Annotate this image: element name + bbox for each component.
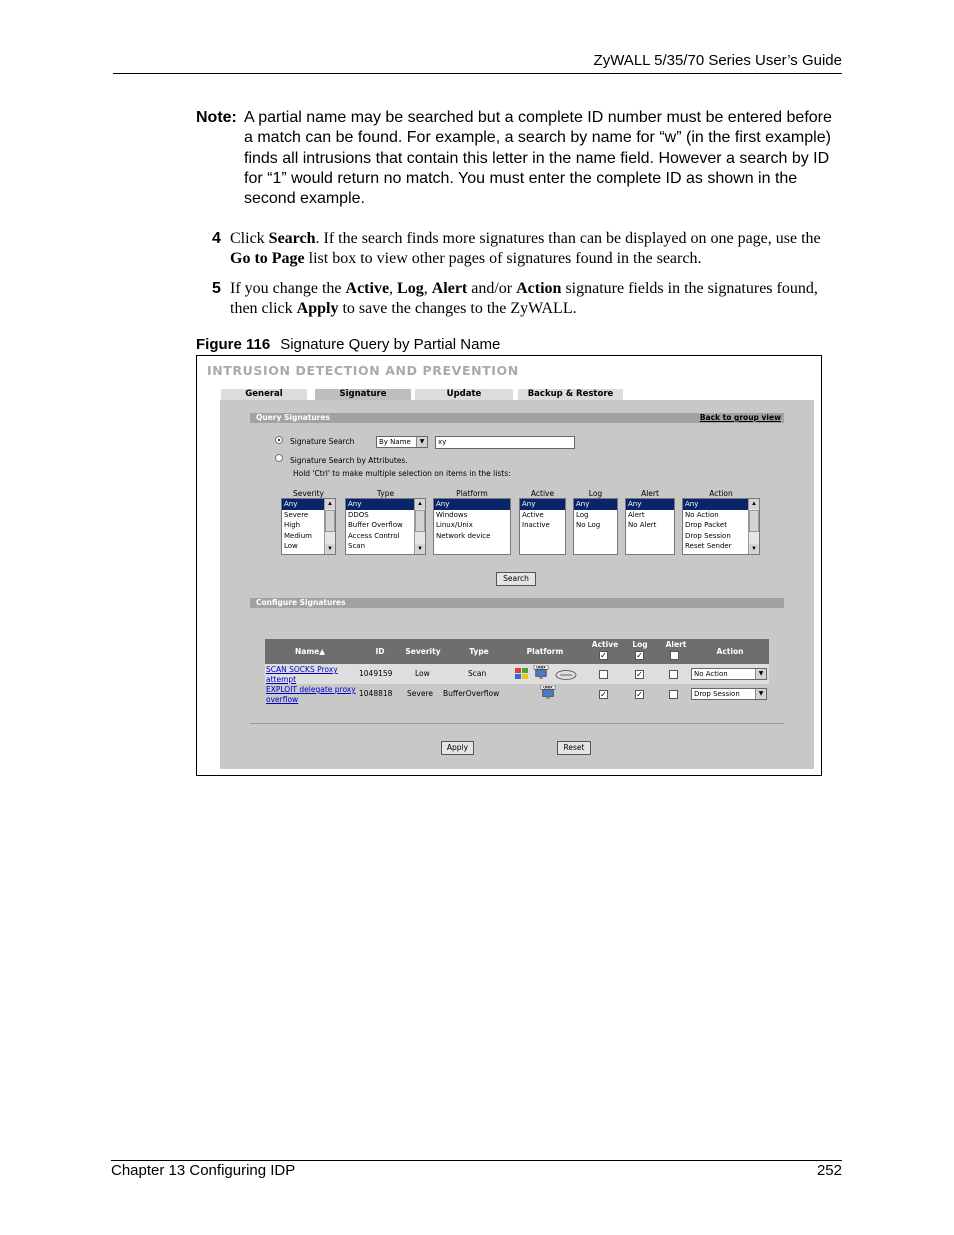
scroll-up-icon[interactable]: ▲ [325, 499, 335, 509]
platform-list-label: Platform [456, 489, 488, 498]
list-option[interactable]: Access Control [348, 531, 400, 540]
list-option[interactable]: Any [282, 499, 335, 510]
action-select[interactable] [691, 688, 767, 700]
alert-listbox[interactable] [625, 498, 675, 555]
list-option[interactable]: Reset Sender [685, 542, 732, 551]
query-signatures-title: Query Signatures [256, 413, 330, 422]
severity-listbox[interactable] [281, 498, 336, 555]
chevron-down-icon: ▼ [416, 437, 427, 447]
header-rule [113, 73, 842, 74]
footer-chapter: Chapter 13 Configuring IDP [111, 1162, 296, 1179]
list-option[interactable]: Medium [284, 531, 312, 540]
select-all-active-checkbox[interactable]: ✓ [600, 651, 607, 660]
scroll-thumb[interactable] [415, 510, 425, 532]
type-list-col [345, 489, 426, 555]
list-option[interactable]: Network device [436, 531, 491, 540]
col-header-name[interactable]: Name▲ [294, 647, 326, 656]
select-all-alert-checkbox[interactable] [670, 651, 679, 660]
scrollbar[interactable] [414, 499, 425, 554]
active-checkbox[interactable]: ✓ [600, 690, 607, 699]
table-divider [250, 723, 784, 724]
signatures-table [265, 639, 769, 704]
active-listbox[interactable] [519, 498, 566, 555]
signature-severity: Severe [407, 689, 433, 698]
scroll-up-icon[interactable]: ▲ [749, 499, 759, 509]
scroll-up-icon[interactable]: ▲ [415, 499, 425, 509]
col-header-id: ID [375, 647, 385, 656]
action-select[interactable] [691, 668, 767, 680]
col-header-type: Type [469, 647, 489, 656]
scroll-down-icon[interactable]: ▼ [415, 544, 425, 554]
attribute-lists [281, 489, 761, 569]
severity-list-label: Severity [293, 489, 324, 498]
scroll-down-icon[interactable]: ▼ [325, 544, 335, 554]
type-listbox[interactable] [345, 498, 426, 555]
search-by-value: By Name [379, 438, 411, 446]
page-header-title: ZyWALL 5/35/70 Series User’s Guide [593, 52, 842, 69]
tab-update[interactable]: Update [415, 389, 513, 400]
scroll-thumb[interactable] [749, 510, 759, 532]
figure-label: Figure 116 [196, 336, 271, 353]
network-device-icon [555, 668, 577, 682]
scroll-thumb[interactable] [325, 510, 335, 532]
tab-general[interactable]: General [221, 389, 307, 400]
unix-icon [533, 665, 549, 679]
col-header-severity: Severity [405, 647, 441, 656]
log-checkbox[interactable]: ✓ [636, 670, 643, 679]
col-header-alert: Alert [658, 640, 694, 658]
footer-page-number: 252 [816, 1162, 842, 1179]
footer-rule [111, 1160, 842, 1161]
list-option[interactable]: Drop Session [685, 531, 731, 540]
list-option[interactable]: Buffer Overflow [348, 521, 403, 530]
alert-checkbox[interactable] [669, 670, 678, 679]
svg-text:UNIX: UNIX [536, 665, 546, 670]
reset-button[interactable]: Reset [557, 741, 591, 755]
scroll-down-icon[interactable]: ▼ [749, 544, 759, 554]
list-option[interactable]: Severe [284, 510, 309, 519]
sort-arrow-icon: ▲ [319, 647, 326, 656]
log-listbox[interactable] [573, 498, 618, 555]
back-to-group-view-link[interactable]: Back to group view [699, 413, 781, 422]
list-option[interactable]: Log [576, 510, 589, 519]
col-header-active: Active ✓ [591, 640, 619, 660]
configure-signatures-bar [250, 598, 784, 608]
col-header-action: Action [716, 647, 744, 656]
signature-type: BufferOverflow [443, 689, 500, 698]
signature-panel [220, 400, 814, 769]
col-header-platform: Platform [526, 647, 564, 656]
log-list-col [573, 489, 618, 555]
signature-name-link[interactable]: EXPLOIT delegate proxy overflow [266, 685, 356, 704]
step-4 [212, 229, 842, 269]
signature-id: 1048818 [359, 689, 393, 698]
list-option[interactable]: No Alert [628, 521, 657, 530]
tab-backup-restore[interactable]: Backup & Restore [518, 389, 623, 400]
table-row [265, 684, 769, 704]
hold-ctrl-hint: Hold 'Ctrl' to make multiple selection on items in the lists: [293, 469, 511, 478]
tab-signature[interactable]: Signature [315, 389, 411, 400]
list-option[interactable]: Windows [436, 510, 468, 519]
scrollbar[interactable] [324, 499, 335, 554]
action-listbox[interactable] [682, 498, 760, 555]
list-option[interactable]: Active [522, 510, 544, 519]
list-option[interactable]: Any [626, 499, 674, 510]
chevron-down-icon: ▼ [755, 669, 766, 679]
list-option[interactable]: Any [574, 499, 617, 510]
list-option[interactable]: Drop Packet [685, 521, 727, 530]
alert-list-col [625, 489, 675, 555]
list-option[interactable]: DDOS [348, 510, 369, 519]
search-input[interactable]: xy [435, 436, 575, 449]
list-option[interactable]: Any [683, 499, 759, 510]
list-option[interactable]: Low [284, 542, 298, 551]
figure-screenshot [196, 355, 822, 776]
note [196, 108, 836, 209]
note-label: Note: [196, 109, 237, 126]
figure-caption [196, 336, 500, 353]
list-option[interactable]: Any [434, 499, 510, 510]
signature-id: 1049159 [359, 669, 393, 678]
step-number: 5 [212, 280, 221, 297]
list-option[interactable]: Any [520, 499, 565, 510]
apply-button[interactable]: Apply [441, 741, 474, 755]
severity-list-col [281, 489, 336, 555]
list-option[interactable]: Scan [348, 542, 366, 551]
active-list-label: Active [530, 489, 555, 498]
search-by-select[interactable] [376, 436, 428, 448]
step-text: If you change the Active, Log, Alert and/or Action signature fields in the signatures found, then click Apply to save the changes to the ZyWALL. [230, 280, 818, 317]
action-list-label: Action [709, 489, 733, 498]
step-number: 4 [212, 230, 221, 247]
step-text: Click Search. If the search finds more signatures than can be displayed on one page, use the Go to Page list box to view other pages of signatures found in the search. [230, 230, 821, 267]
unix-icon [540, 685, 556, 699]
table-header [265, 639, 769, 664]
list-option[interactable]: Any [346, 499, 425, 510]
signature-type: Scan [468, 669, 487, 678]
signature-severity: Low [415, 669, 430, 678]
list-option[interactable]: Inactive [522, 521, 550, 530]
list-option[interactable]: Linux/Unix [436, 521, 473, 530]
signature-search-radio[interactable] [275, 436, 283, 444]
action-select-value: No Action [694, 670, 728, 678]
chevron-down-icon: ▼ [755, 689, 766, 699]
action-select-value: Drop Session [694, 690, 740, 698]
signature-name-link[interactable]: SCAN SOCKS Proxy attempt [266, 665, 338, 684]
platform-list-col [433, 489, 511, 555]
attribute-search-radio[interactable] [275, 454, 283, 462]
action-list-col [682, 489, 760, 555]
col-header-log: Log ✓ [632, 640, 648, 660]
figure-caption-text: Signature Query by Partial Name [280, 336, 501, 353]
list-option[interactable]: No Action [685, 510, 719, 519]
platform-listbox[interactable] [433, 498, 511, 555]
log-checkbox[interactable]: ✓ [636, 690, 643, 699]
scrollbar[interactable] [748, 499, 759, 554]
signature-search-label: Signature Search [290, 437, 355, 446]
list-option[interactable]: No Log [576, 521, 601, 530]
alert-checkbox[interactable] [669, 690, 678, 699]
table-row [265, 664, 769, 684]
windows-icon [514, 667, 530, 681]
configure-signatures-title: Configure Signatures [256, 598, 346, 607]
note-body: A partial name may be searched but a complete ID number must be entered before a match can be found. For example, a search by name for “w” (in the first example) finds all intrusions that contain this letter in the name field. However a search by ID for “1” would return no match. You must enter the complete ID as shown in the second example. [244, 109, 832, 208]
active-list-col [519, 489, 566, 555]
svg-text:UNIX: UNIX [543, 685, 553, 690]
attribute-search-label: Signature Search by Attributes. [290, 456, 408, 465]
query-signatures-bar [250, 413, 784, 423]
active-checkbox[interactable] [599, 670, 608, 679]
list-option[interactable]: Alert [628, 510, 645, 519]
ui-title: INTRUSION DETECTION AND PREVENTION [207, 363, 519, 378]
select-all-log-checkbox[interactable]: ✓ [636, 651, 643, 660]
type-list-label: Type [376, 489, 395, 498]
alert-list-label: Alert [641, 489, 659, 498]
list-option[interactable]: High [284, 521, 301, 530]
step-5 [212, 279, 842, 319]
log-list-label: Log [588, 489, 603, 498]
search-button[interactable]: Search [496, 572, 536, 586]
